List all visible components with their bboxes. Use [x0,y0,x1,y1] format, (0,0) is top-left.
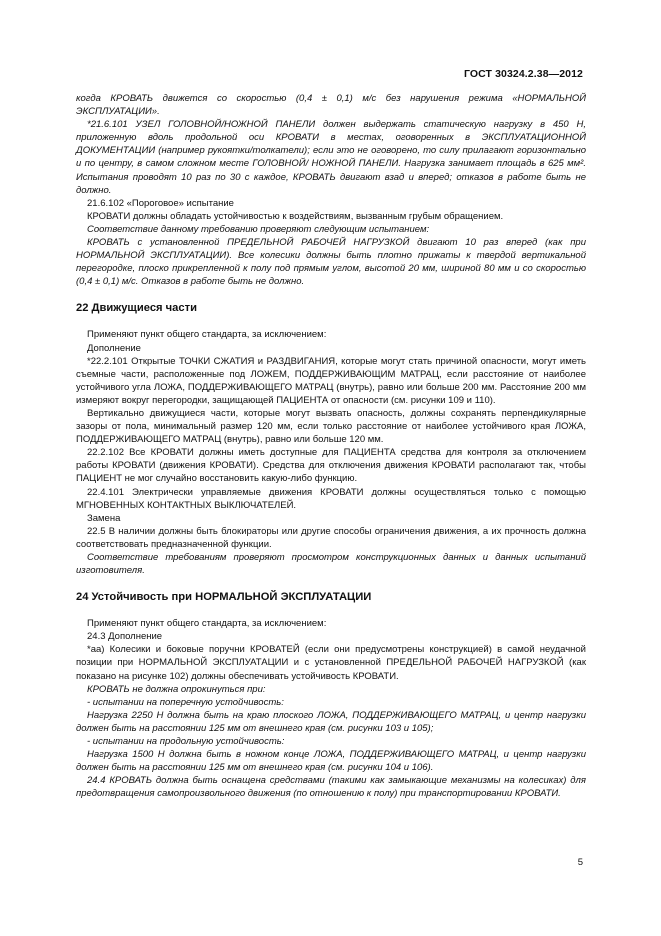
paragraph: - испытании на продольную устойчивость: [87,736,285,748]
paragraph: КРОВАТЬ с установленной ПРЕДЕЛЬНОЙ РАБОЧЕЙ НАГРУЗКОЙ двигают 10 раз вперед (как при НОРМАЛЬНОЙ ЭКСПЛУАТАЦИИ). Все колесики должны быть плотно прижаты к твердой вертикальной перегородке, плоско прикрепленной к полу под прямым углом, высотой 20 мм, шириной 80 мм и со скоростью (0,4 ± 0,1) м/с. Отказов в работе быть не должно. [76,237,586,288]
paragraph: КРОВАТИ должны обладать устойчивостью к воздействиям, вызванным грубым обращением. [87,210,504,222]
clause-22-2-101: *22.2.101 Открытые ТОЧКИ СЖАТИЯ и РАЗДВИГАНИЯ, которые могут стать причиной опасности, могут иметь съемные части, расположенные под ЛОЖЕМ, ПОДДЕРЖИВАЮЩИМ МАТРАЦ, если расстояние от наиболее устойчивого угла ЛОЖА, ПОДДЕРЖИВАЮЩЕГО МАТРАЦ (внутрь), равно или больше 200 мм. Расстояние 200 мм измеряют вокруг перегородки, защищающей ПАЦИЕНТА от опасности (см. рисунки 109 и 110). [76,355,586,406]
paragraph: - испытании на поперечную устойчивость: [87,696,284,708]
document-body [76,92,586,801]
paragraph: Замена [87,512,121,524]
paragraph: Дополнение [87,342,141,354]
clause-22-2-102: 22.2.102 Все КРОВАТИ должны иметь доступные для ПАЦИЕНТА средства для контроля за отключением работы КРОВАТИ (движения КРОВАТИ). Средства для отключения движения КРОВАТИ располагают так, чтобы ПАЦИЕНТ не мог случайно восстановить какую-либо функцию. [76,447,586,485]
clause-24-4: 24.4 КРОВАТЬ должна быть оснащена средствами (такими как замыкающие механизмы на колесиках) для предотвращения самопроизвольного движения (по отношению к полу) при транспортировании КРОВАТИ. [76,775,586,800]
paragraph: Вертикально движущиеся части, которые могут вызвать опасность, должны сохранять перпендикулярные зазоры от пола, минимальный размер 120 мм, если только расстояние от наиболее устойчивого края ЛОЖА, ПОДДЕРЖИВАЮЩЕГО МАТРАЦ (внутрь), равно или больше 120 мм. [76,407,586,446]
paragraph: Соответствие требованиям проверяют просмотром конструкционных данных и данных испытаний изготовителя. [76,552,586,577]
paragraph: когда КРОВАТЬ движется со скоростью (0,4 ± 0,1) м/с без нарушения режима «НОРМАЛЬНОЙ ЭКСПЛУАТАЦИИ». [76,93,586,118]
clause-21-6-101: *21.6.101 УЗЕЛ ГОЛОВНОЙ/НОЖНОЙ ПАНЕЛИ должен выдержать статическую нагрузку в 450 Н, приложенную вдоль продольной оси КРОВАТИ в местах, оговоренных в ЭКСПЛУАТАЦИОННОЙ ДОКУМЕНТАЦИИ (например рукоятки/толкатели); если это не оговорено, то силу прилагают горизонтально и по центру, в самом сложном месте ГОЛОВНОЙ/ НОЖНОЙ ПАНЕЛИ. Нагрузка занимает площадь в 625 мм². Испытания проводят 10 раз по 30 с каждое, КРОВАТЬ двигают взад и вперед; отказов в работе быть не должно. [76,119,586,196]
paragraph: Соответствие данному требованию проверяют следующим испытанием: [87,223,430,235]
section-heading-22: 22 Движущиеся части [76,302,197,315]
paragraph: Нагрузка 2250 Н должна быть на краю плоского ЛОЖА, ПОДДЕРЖИВАЮЩЕГО МАТРАЦ, и центр нагрузки должен быть на расстоянии 125 мм от внешнего края (см. рисунки 103 и 105); [76,709,586,734]
paragraph: Нагрузка 1500 Н должна быть в ножном конце ЛОЖА, ПОДДЕРЖИВАЮЩЕГО МАТРАЦ, и центр нагрузки должен быть на расстоянии 125 мм от внешнего края (см. рисунки 104 и 106). [76,749,586,774]
page-number: 5 [577,857,583,868]
paragraph: Применяют пункт общего стандарта, за исключением: [87,618,327,630]
clause-21-6-102-title: 21.6.102 «Пороговое» испытание [87,197,234,209]
clause-24-3-aa: *аа) Колесики и боковые поручни КРОВАТЕЙ (если они предусмотрены конструкцией) в самой неудачной позиции при НОРМАЛЬНОЙ ЭКСПЛУАТАЦИИ и с установленной ПРЕДЕЛЬНОЙ РАБОЧЕЙ НАГРУЗКОЙ (как показано на рисунке 102) должны обеспечивать устойчивость КРОВАТИ. [76,644,586,682]
paragraph: КРОВАТЬ не должна опрокинуться при: [87,683,266,695]
clause-22-5: 22.5 В наличии должны быть блокираторы или другие способы ограничения движения, а их прочность должна соответствовать предназначенной функции. [76,525,586,550]
section-heading-24: 24 Устойчивость при НОРМАЛЬНОЙ ЭКСПЛУАТАЦИИ [76,591,372,604]
clause-24-3: 24.3 Дополнение [87,631,163,643]
clause-22-4-101: 22.4.101 Электрически управляемые движения КРОВАТИ должны осуществляться только с помощью МГНОВЕННЫХ КОНТАКТНЫХ ВЫКЛЮЧАТЕЛЕЙ. [76,486,586,511]
standard-designation: ГОСТ 30324.2.38—2012 [463,68,583,80]
paragraph: Применяют пункт общего стандарта, за исключением: [87,329,327,341]
